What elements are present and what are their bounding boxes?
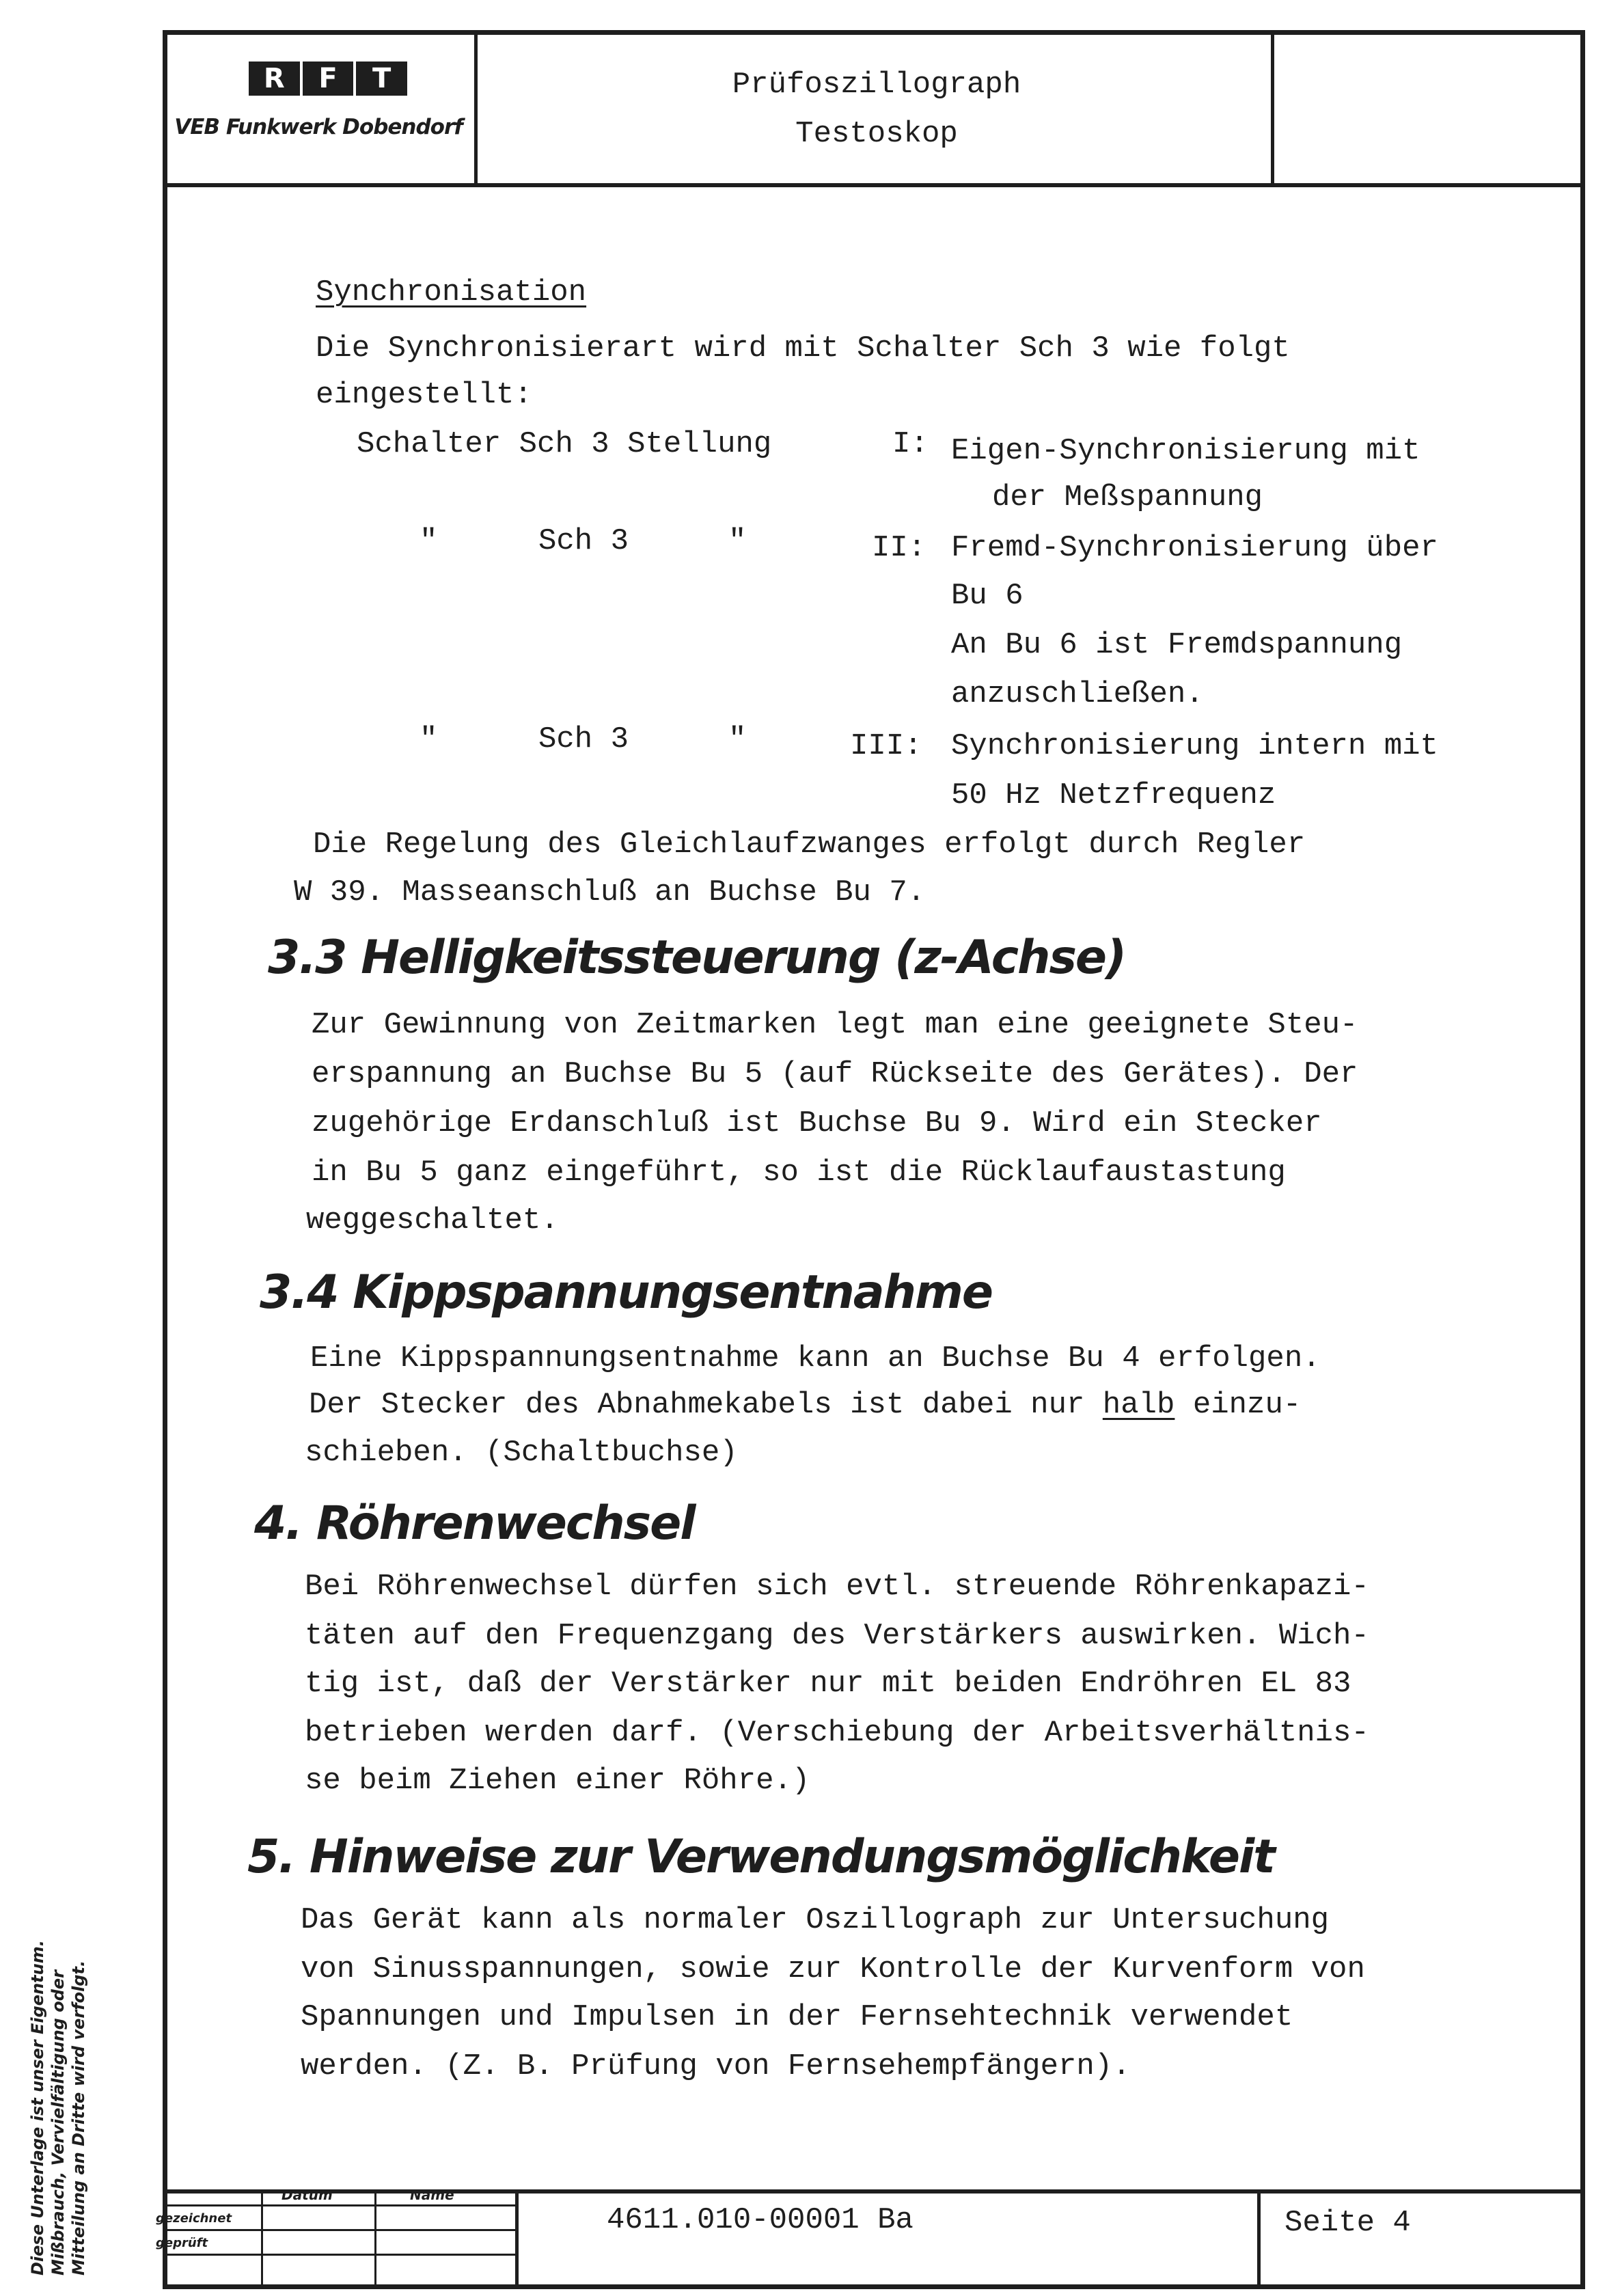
section-heading-3-4: 3.4 Kippspannungsentnahme <box>260 1266 993 1320</box>
footer-divider <box>261 2189 263 2289</box>
section-heading-3-3: 3.3 Helligkeitssteuerung (z-Achse) <box>268 931 1126 985</box>
switch-row-label: Schalter Sch 3 Stellung <box>357 427 772 461</box>
body-line: W 39. Masseanschluß an Buchse Bu 7. <box>294 875 926 910</box>
switch-description: An Bu 6 ist Fremdspannung <box>951 628 1403 662</box>
document-number: 4611.010-00001 Ba <box>607 2203 914 2237</box>
title-line-2: Testoskop <box>795 117 958 151</box>
switch-description: 50 Hz Netzfrequenz <box>951 778 1276 812</box>
footer-row-gezeichnet: gezeichnet <box>156 2211 232 2226</box>
body-line: Das Gerät kann als normaler Oszillograph zur Untersuchung <box>301 1903 1330 1937</box>
footer-header-rule <box>163 2204 515 2206</box>
footer-row-geprueft: geprüft <box>156 2236 208 2250</box>
page-number: Seite 4 <box>1285 2206 1411 2240</box>
body-line: Spannungen und Impulsen in der Fernsehtechnik verwendet <box>301 2000 1293 2034</box>
body-line: betrieben werden darf. (Verschiebung der Arbeitsverhältnis- <box>305 1716 1369 1750</box>
body-line: von Sinusspannungen, sowie zur Kontrolle der Kurvenform von <box>301 1952 1365 1986</box>
switch-row-label: Sch 3 <box>538 524 629 558</box>
switch-description: der Meßspannung <box>992 480 1263 515</box>
body-line: Die Regelung des Gleichlaufzwanges erfolgt durch Regler <box>313 828 1306 862</box>
copyright-notice: Diese Unterlage ist unser Eigentum. Mißbrauch, Vervielfältigung oder Mitteilung an Dritte wird verfolgt. <box>28 1940 88 2276</box>
switch-description: Eigen-Synchronisierung mit <box>951 434 1420 468</box>
footer-col-name: Name <box>410 2187 454 2203</box>
body-line: Eine Kippspannungsentnahme kann an Buchse Bu 4 erfolgen. <box>310 1341 1321 1376</box>
switch-description: Fremd-Synchronisierung über <box>951 531 1438 565</box>
section-heading-4: 4. Röhrenwechsel <box>254 1496 695 1550</box>
sync-intro-line: eingestellt: <box>316 378 532 412</box>
body-line: täten auf den Frequenzgang des Verstärkers auswirken. Wich- <box>305 1619 1369 1653</box>
footer-divider <box>1257 2189 1261 2289</box>
footer-col-datum: Datum <box>281 2187 333 2203</box>
body-line: in Bu 5 ganz eingeführt, so ist die Rücklaufaustastung <box>312 1156 1286 1190</box>
sync-heading: Synchronisation <box>316 275 587 310</box>
logo-letter: T <box>356 62 407 96</box>
switch-row-label: Sch 3 <box>538 722 629 756</box>
body-line: werden. (Z. B. Prüfung von Fernsehempfängern). <box>301 2049 1131 2083</box>
logo-letter: F <box>303 62 354 96</box>
body-line: zugehörige Erdanschluß ist Buchse Bu 9. Wird ein Stecker <box>312 1106 1322 1140</box>
switch-position: II: <box>872 531 926 565</box>
emphasis-halb: halb <box>1102 1388 1175 1422</box>
section-heading-5: 5. Hinweise zur Verwendungsmöglichkeit <box>247 1830 1274 1884</box>
switch-description: Bu 6 <box>951 579 1024 613</box>
footer-row-rule <box>163 2254 515 2256</box>
body-line: weggeschaltet. <box>306 1203 559 1238</box>
body-line: se beim Ziehen einer Röhre.) <box>305 1764 810 1798</box>
switch-position: I: <box>892 427 929 461</box>
ditto-mark: " <box>728 524 747 558</box>
body-line <box>309 1384 1301 1425</box>
ditto-mark: " <box>728 722 747 756</box>
footer-divider <box>374 2189 376 2289</box>
sync-intro-line: Die Synchronisierart wird mit Schalter Sch 3 wie folgt <box>316 331 1290 366</box>
body-line: Zur Gewinnung von Zeitmarken legt man eine geeignete Steu- <box>312 1008 1358 1042</box>
body-line: tig ist, daß der Verstärker nur mit beiden Endröhren EL 83 <box>305 1667 1351 1701</box>
body-line: erspannung an Buchse Bu 5 (auf Rückseite des Gerätes). Der <box>312 1057 1358 1091</box>
switch-description: Synchronisierung intern mit <box>951 729 1438 763</box>
body-line: Bei Röhrenwechsel dürfen sich evtl. streuende Röhrenkapazi- <box>305 1570 1369 1604</box>
ditto-mark: " <box>420 722 438 756</box>
footer-divider <box>515 2189 519 2289</box>
body-text-run: Der Stecker des Abnahmekabels ist dabei nur <box>309 1388 1103 1422</box>
company-name: VEB Funkwerk Dobendorf <box>174 115 463 139</box>
switch-position: III: <box>850 729 922 763</box>
title-line-1: Prüfoszillograph <box>732 68 1021 102</box>
body-text-run: einzu- <box>1175 1388 1302 1422</box>
body-line: schieben. (Schaltbuchse) <box>305 1436 738 1470</box>
logo-letter: R <box>249 62 300 96</box>
footer-row-rule <box>163 2229 515 2231</box>
ditto-mark: " <box>420 524 438 558</box>
switch-description: anzuschließen. <box>951 677 1204 711</box>
